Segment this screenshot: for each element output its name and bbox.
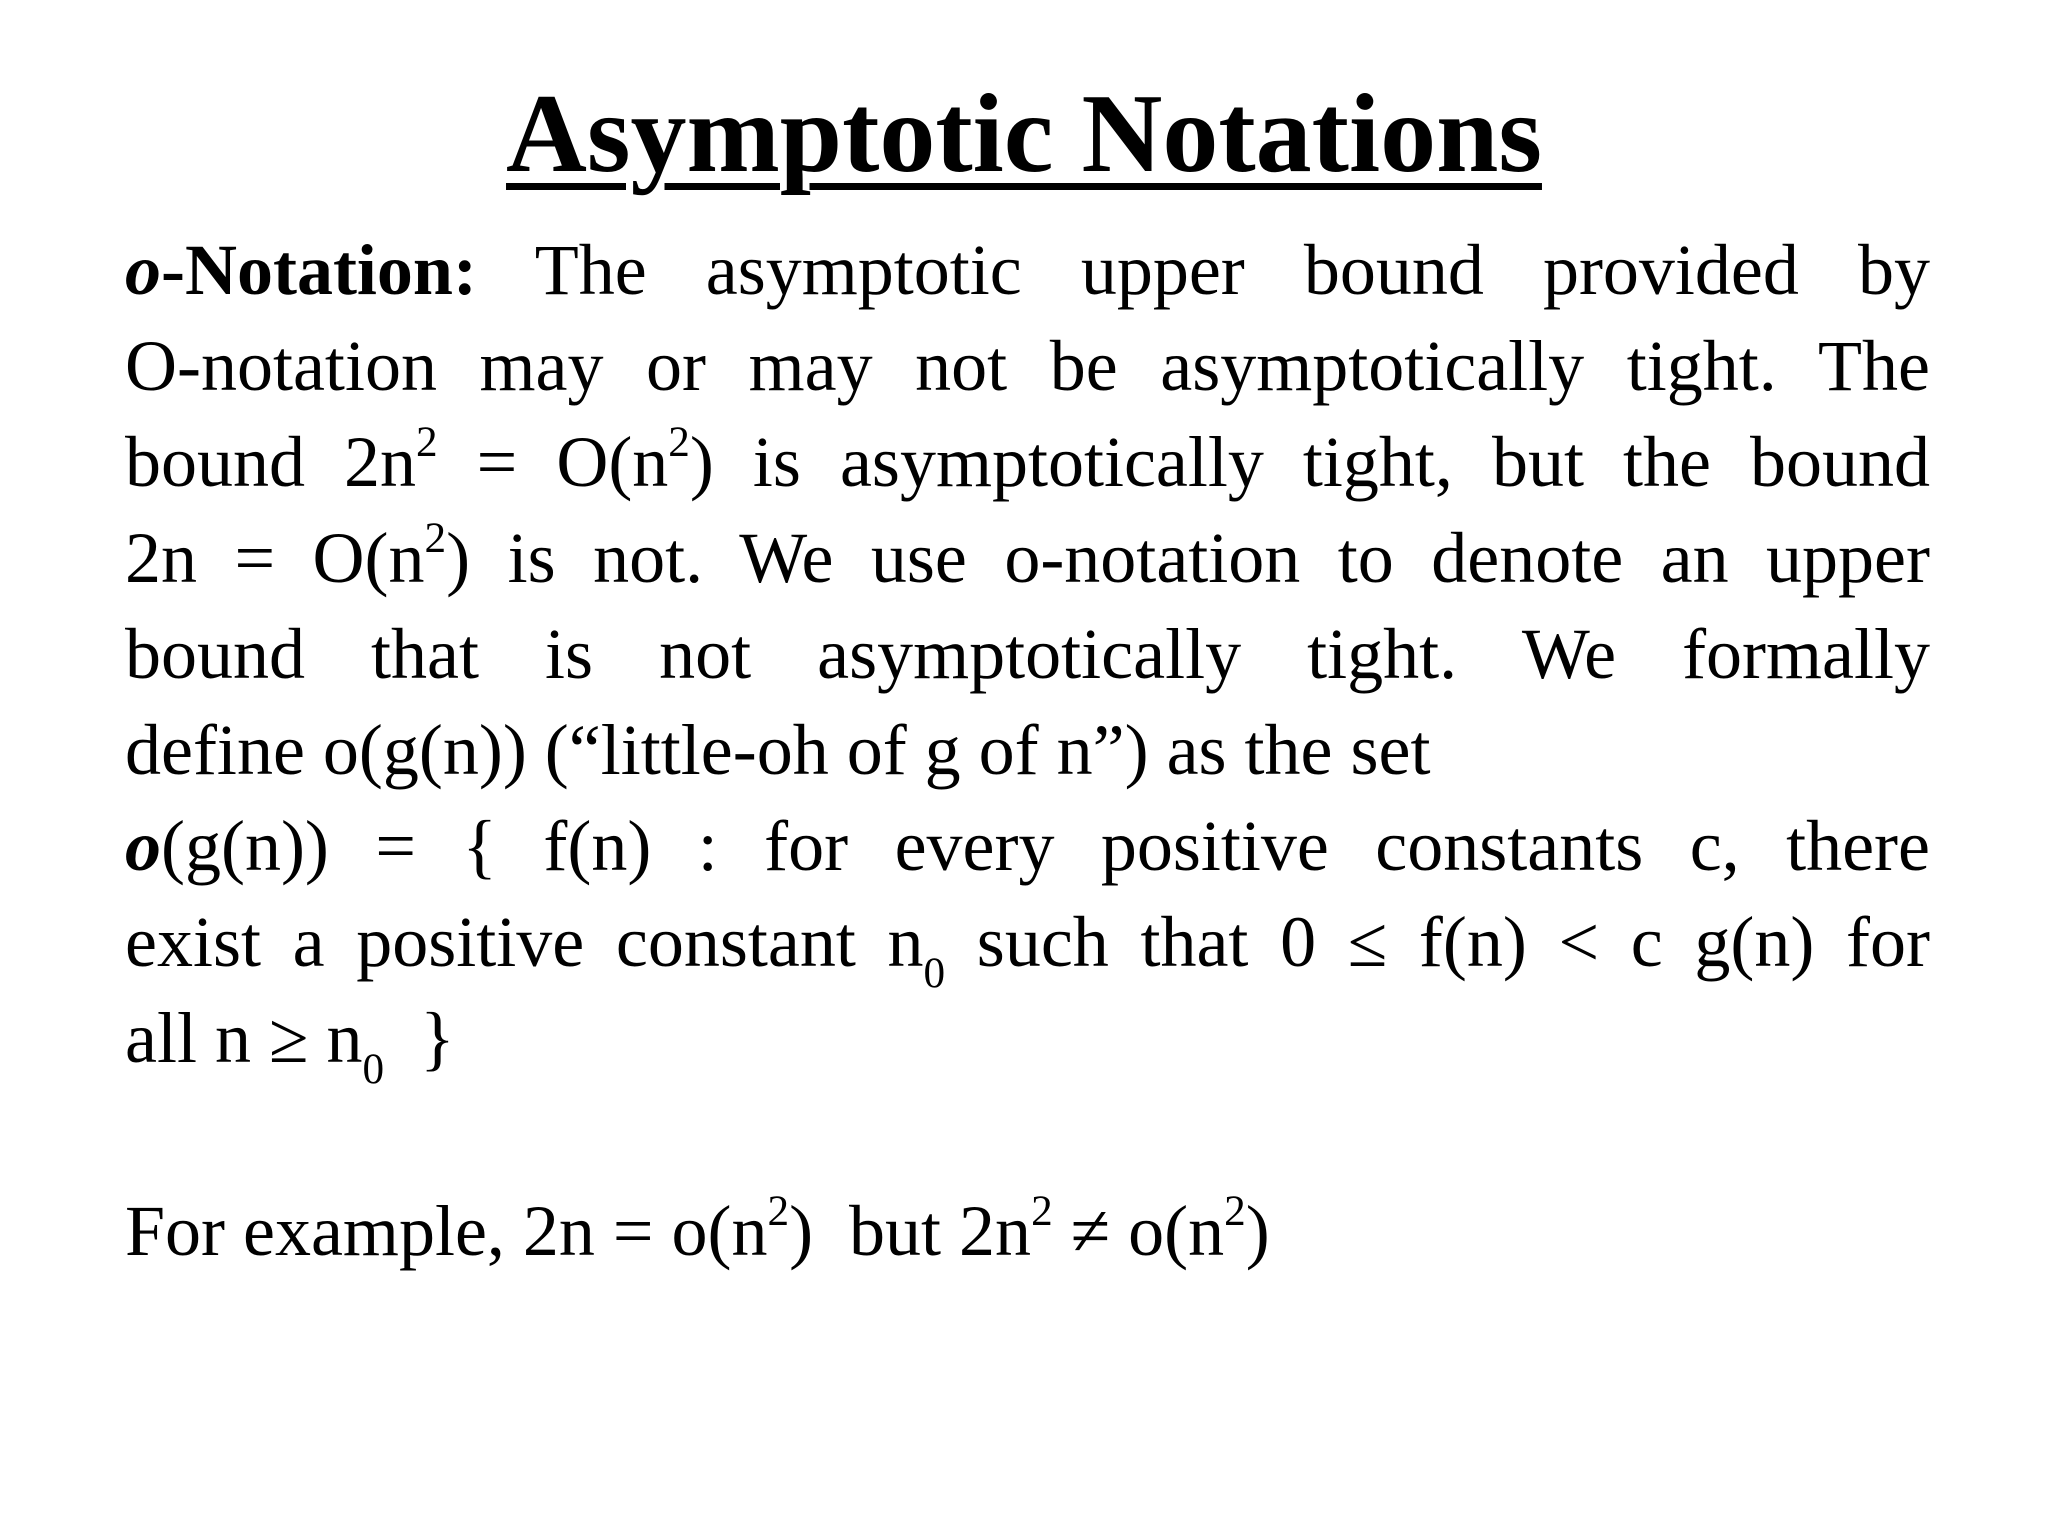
set-definition-line-2-part-a: exist a positive constant n [125,902,924,982]
exponent: 2 [767,1187,790,1235]
slide-title [0,70,2048,199]
set-definition-line-1-text: (g(n)) = { f(n) : for every positive constants c, there [161,806,1930,886]
definition-line-4-part-a: 2n = O(n [125,518,425,598]
definition-line-3-part-b: = O(n [437,422,669,502]
example-part-a: For example, 2n = o(n [125,1191,768,1271]
definition-line-4-part-b: ) is not. We use o-notation to denote an upper [446,518,1930,598]
set-definition-line-3 [125,990,1930,1093]
definition-line-6: define o(g(n)) (“little-oh of g of n”) as the set [125,710,1431,790]
definition-line-5: bound that is not asymptotically tight. We formally [125,614,1930,694]
exponent: 2 [1224,1187,1246,1235]
definition-line-1-text: The asymptotic upper bound provided by [476,230,1930,310]
set-definition-line-2 [125,894,1930,997]
set-definition-line-2-part-b: such that 0 ≤ f(n) < c g(n) for [945,902,1930,982]
notation-heading-label: -Notation: [161,230,477,310]
notation-heading-letter: o [125,230,161,310]
subscript: 0 [362,1045,385,1093]
definition-line-3-part-c: ) is asymptotically tight, but the bound [689,422,1931,502]
set-definition-line-3-part-a: all n ≥ n [125,998,363,1078]
definition-line-1 [125,222,1930,318]
definition-line-4 [125,510,1930,606]
set-definition-line-1 [125,798,1930,894]
definition-line-2: O-notation may or may not be asymptotically tight. The [125,326,1930,406]
set-symbol [125,806,161,886]
example-part-b: ) but 2n [789,1191,1032,1271]
set-definition-line-3-part-b: } [384,998,455,1078]
exponent: 2 [416,418,438,466]
slide-title-text: Asymptotic Notations [506,72,1542,196]
definition-line-3 [125,414,1930,510]
exponent: 2 [668,418,690,466]
example-part-d: ) [1245,1191,1270,1271]
definition-paragraph [125,222,1931,1093]
definition-line-3-part-a: bound 2n [125,422,417,502]
notation-heading [125,230,477,310]
subscript: 0 [923,949,946,997]
set-symbol-letter: o [125,806,161,886]
example-part-c: ≠ o(n [1052,1191,1225,1271]
exponent: 2 [1031,1187,1053,1235]
exponent: 2 [424,514,447,562]
example-line [125,1183,1270,1279]
